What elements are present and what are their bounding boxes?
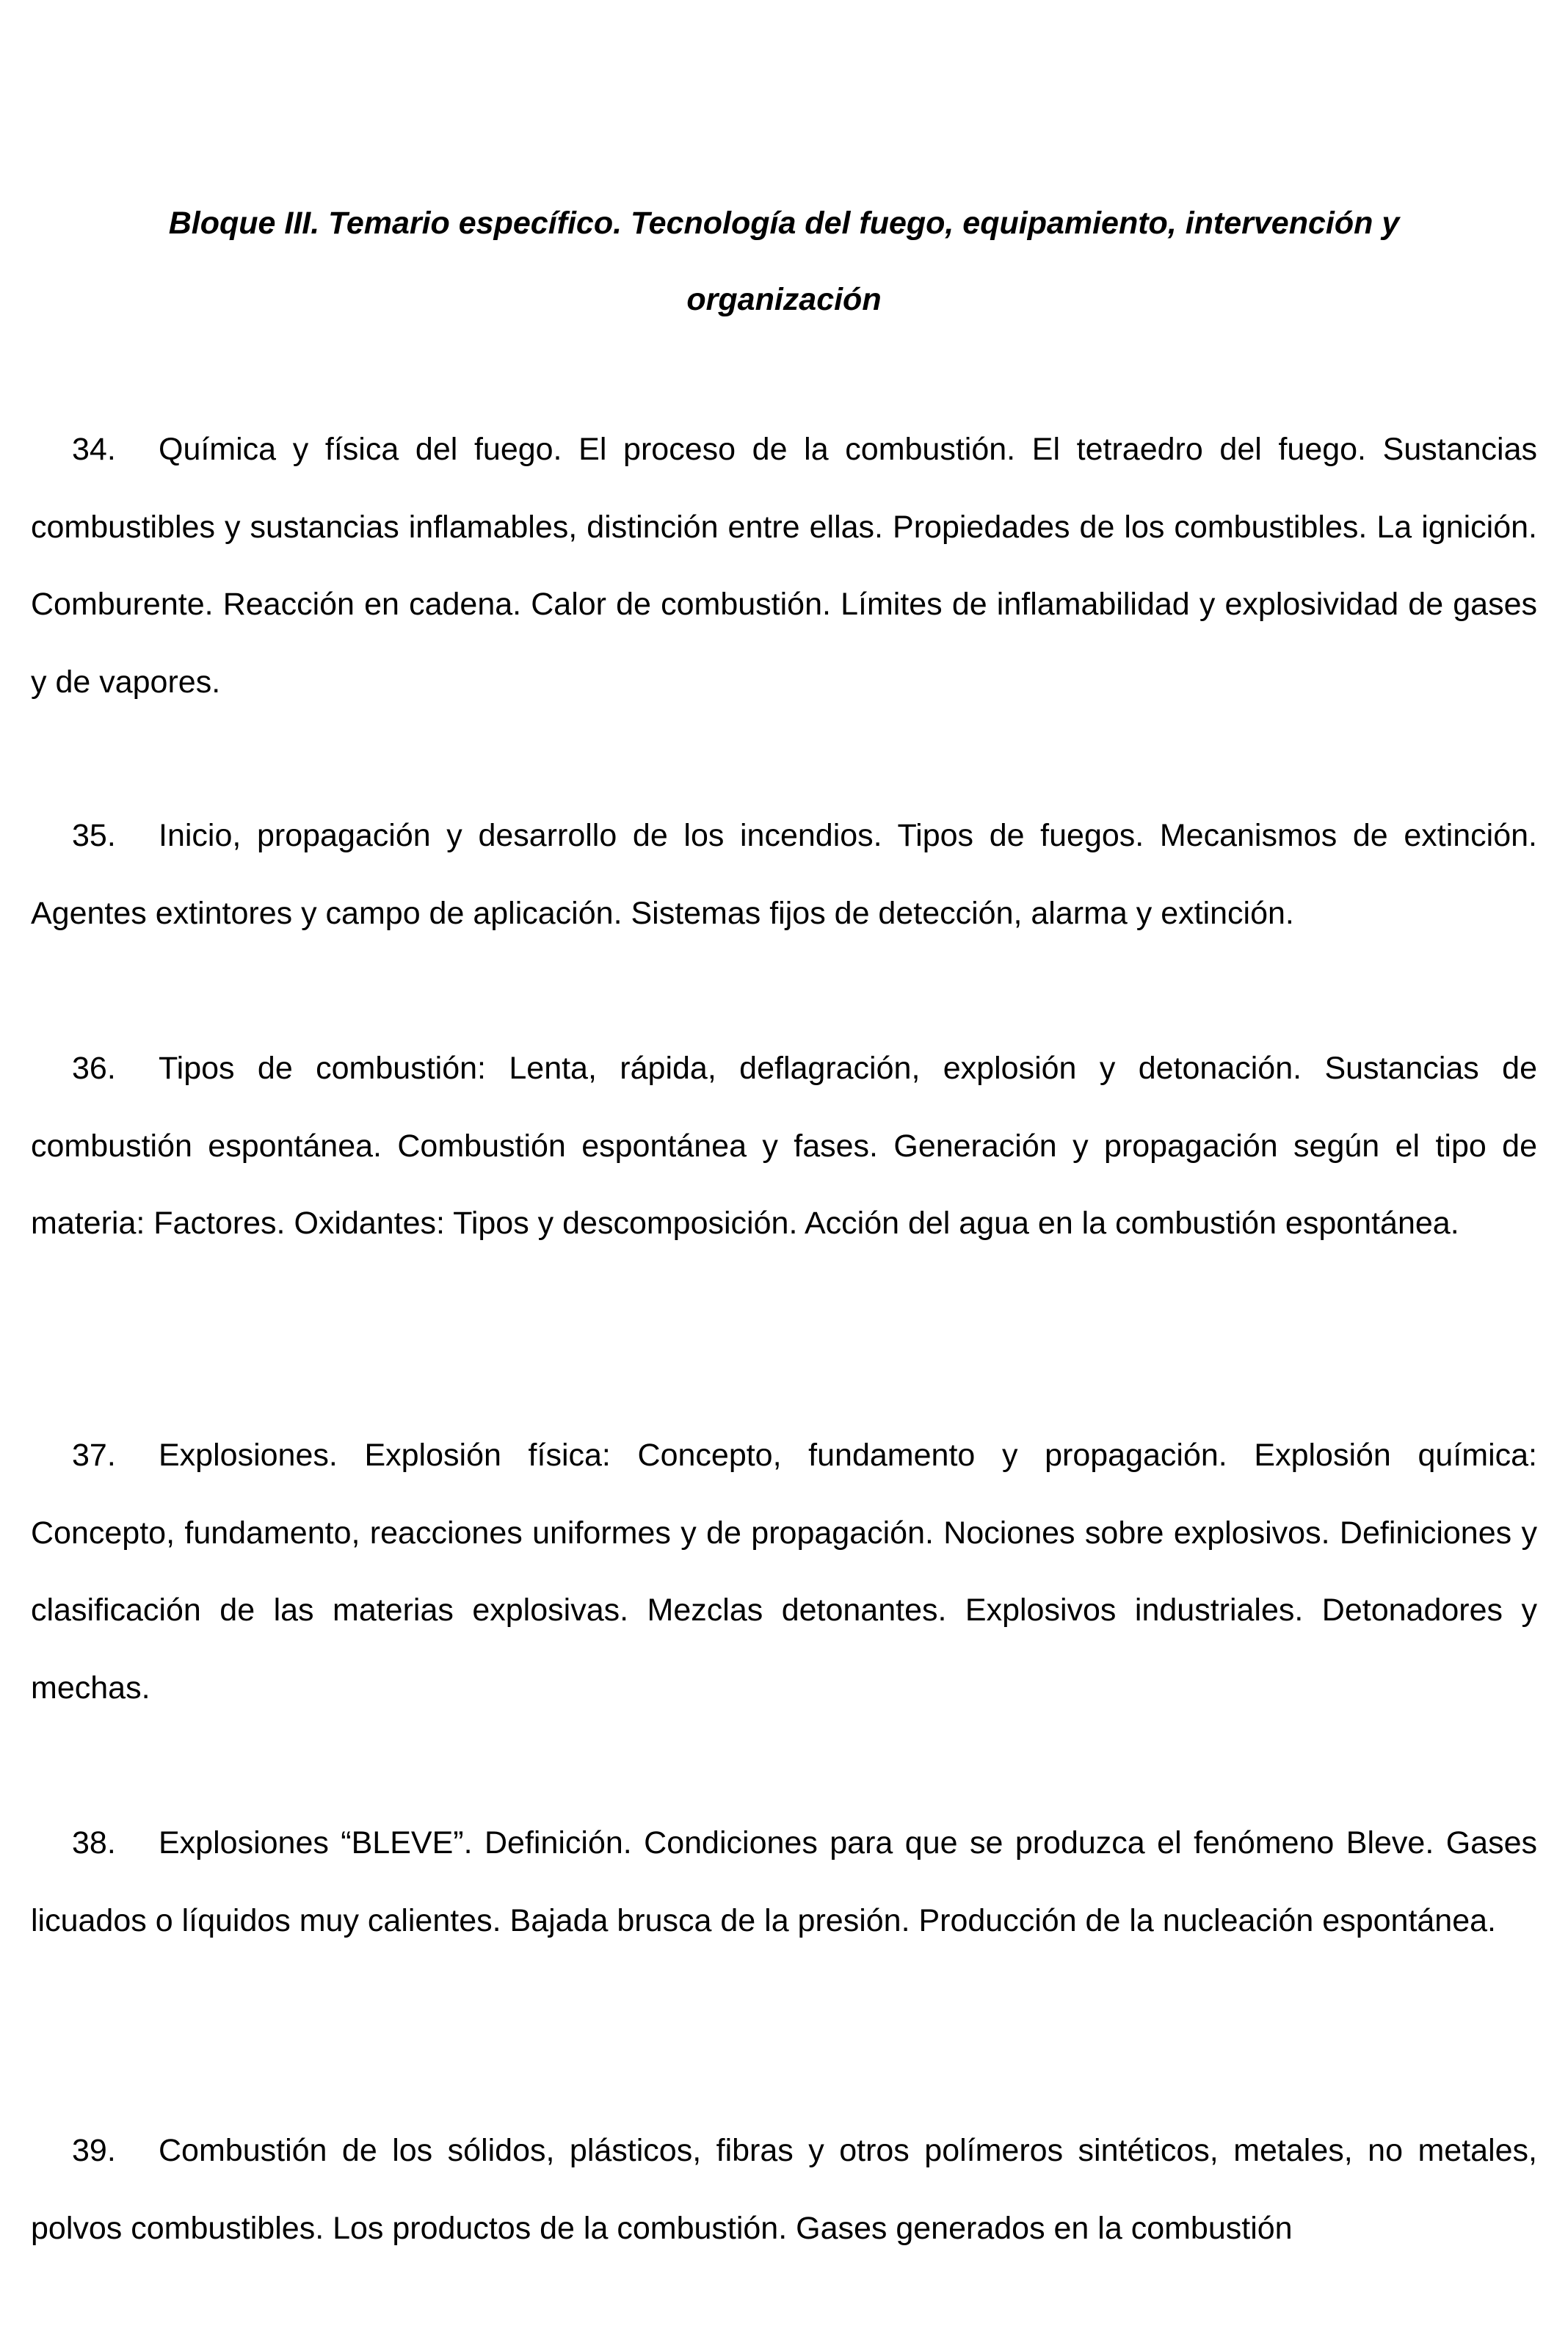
topic-item — [31, 2112, 1537, 2267]
topic-item — [31, 797, 1537, 952]
topic-item — [31, 1030, 1537, 1263]
heading-line-1: Bloque III. Temario específico. Tecnología del fuego, equipamiento, intervención y — [168, 206, 1400, 241]
topic-number: 37. — [72, 1438, 116, 1473]
topic-item — [31, 411, 1537, 721]
heading-line-2: organización — [686, 282, 882, 317]
topic-text: Explosiones “BLEVE”. Definición. Condiciones para que se produzca el fenómeno Bleve. Gases licuados o líquidos muy calientes. Bajada brusca de la presión. Producción de la nucleación espontánea. — [31, 1825, 1537, 1938]
topic-text: Explosiones. Explosión física: Concepto, fundamento y propagación. Explosión química: Concepto, fundamento, reacciones uniformes y de propagación. Nociones sobre explosivos. Definiciones y clasificación de las materias explosivas. Mezclas detonantes. Explosivos industriales. Detonadores y mechas. — [31, 1438, 1537, 1706]
topic-item — [31, 1805, 1537, 1960]
topic-text: Inicio, propagación y desarrollo de los incendios. Tipos de fuegos. Mecanismos de extinción. Agentes extintores y campo de aplicación. Sistemas fijos de detección, alarma y extinción. — [31, 818, 1537, 931]
topic-text: Química y física del fuego. El proceso de la combustión. El tetraedro del fuego. Sustancias combustibles y sustancias inflamables, distinción entre ellas. Propiedades de los combustibles. La ignición. Comburente. Reacción en cadena. Calor de combustión. Límites de inflamabilidad y explosividad de gases y de vapores. — [31, 432, 1537, 700]
topic-text: Combustión de los sólidos, plásticos, fibras y otros polímeros sintéticos, metales, no metales, polvos combustibles. Los productos de la combustión. Gases generados en la combustión — [31, 2133, 1537, 2246]
topic-item — [31, 1417, 1537, 1727]
block-heading — [31, 185, 1537, 338]
topic-number: 34. — [72, 432, 116, 467]
topic-number: 36. — [72, 1051, 116, 1086]
topic-text: Tipos de combustión: Lenta, rápida, deflagración, explosión y detonación. Sustancias de combustión espontánea. Combustión espontánea y fases. Generación y propagación según el tipo de materia: Factores. Oxidantes: Tipos y descomposición. Acción del agua en la combustión espontánea. — [31, 1051, 1537, 1241]
topic-number: 39. — [72, 2133, 116, 2168]
topic-number: 38. — [72, 1825, 116, 1861]
topic-number: 35. — [72, 818, 116, 853]
